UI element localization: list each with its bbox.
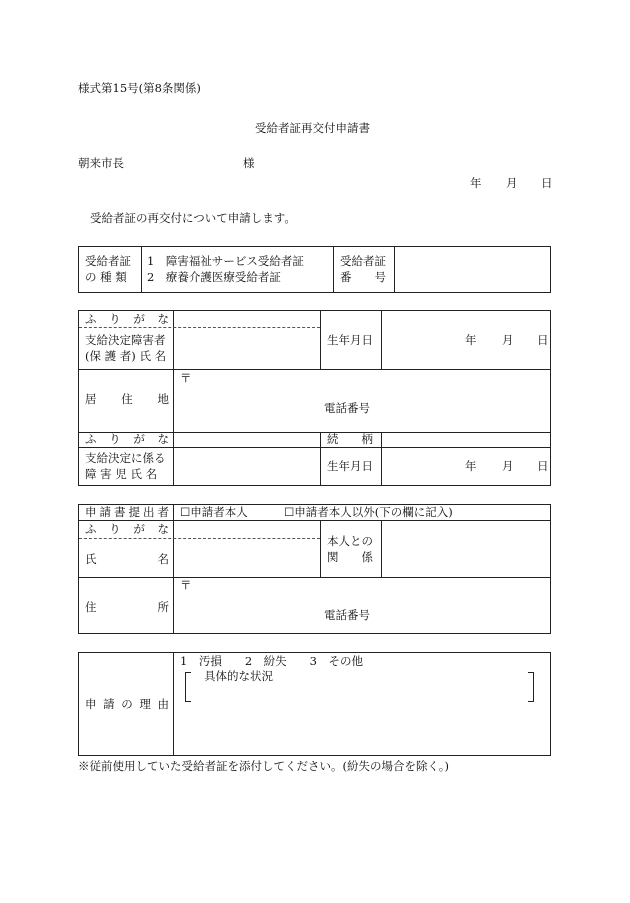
form-number: 様式第15号(第8条関係): [78, 81, 201, 95]
submitter-phone-label: 電話番号: [324, 608, 370, 622]
addressee: 朝来市長: [78, 156, 124, 170]
recipient-name-label-2: (保 護 者) 氏 名: [85, 349, 167, 363]
recipient-dob-year: 年: [465, 333, 477, 347]
certificate-number-label-2: 番 号: [340, 270, 386, 284]
footnote: ※従前使用していた受給者証を添付してください。(紛失の場合を除く。): [78, 759, 449, 773]
right-bracket-icon: [528, 672, 534, 702]
child-dob-label: 生年月日: [327, 459, 373, 473]
certificate-type-label-2: の 種 類: [85, 270, 127, 284]
reason-label: 申 請 の 理 由: [85, 697, 169, 711]
recipient-dob-day: 日: [537, 333, 549, 347]
submitter-address-label: 住 所: [85, 600, 169, 614]
recipient-furigana-label: ふ り が な: [85, 312, 169, 326]
submitter-option-other[interactable]: ☐申請者本人以外(下の欄に記入): [284, 505, 453, 519]
intro-text: 受給者証の再交付について申請します。: [90, 211, 296, 225]
date-day: 日: [541, 176, 553, 190]
submitter-name-label: 氏 名: [85, 552, 169, 566]
postal-mark: 〒: [180, 371, 192, 385]
submitter-relation-label-2: 関 係: [327, 550, 373, 564]
reason-options: 1 汚損 2 紛失 3 その他: [180, 654, 363, 668]
relation-label: 続 柄: [327, 432, 373, 446]
child-name-label: 支給決定に係る: [85, 451, 166, 465]
form-title: 受給者証再交付申請書: [255, 121, 370, 135]
certificate-table: [78, 246, 551, 293]
certificate-option-1: 1 障害福祉サービス受給者証: [147, 254, 304, 268]
submitter-option-self[interactable]: ☐申請者本人: [180, 505, 248, 519]
reason-table: [78, 652, 551, 756]
certificate-type-label: 受給者証: [85, 254, 131, 268]
recipient-name-label: 支給決定障害者: [85, 333, 166, 347]
submitter-table: [78, 504, 551, 634]
recipient-table: [78, 310, 551, 486]
child-dob-month: 月: [502, 459, 514, 473]
child-furigana-label: ふ り が な: [85, 432, 169, 446]
submitter-relation-label: 本人との: [327, 534, 373, 548]
certificate-number-label: 受給者証: [340, 254, 386, 268]
recipient-dob-month: 月: [502, 333, 514, 347]
honorific: 様: [243, 156, 255, 170]
date-month: 月: [506, 176, 518, 190]
recipient-dob-label: 生年月日: [327, 333, 373, 347]
submitter-furigana-label: ふ り が な: [85, 522, 169, 536]
left-bracket-icon: [185, 672, 191, 702]
child-dob-day: 日: [537, 459, 549, 473]
date-year: 年: [470, 176, 482, 190]
phone-label: 電話番号: [324, 401, 370, 415]
submitter-postal-mark: 〒: [180, 578, 192, 592]
address-label: 居 住 地: [85, 392, 169, 406]
child-dob-year: 年: [465, 459, 477, 473]
certificate-option-2: 2 療養介護医療受給者証: [147, 270, 281, 284]
child-name-label-2: 障 害 児 氏 名: [85, 467, 158, 481]
reason-detail-label: 具体的な状況: [204, 669, 273, 683]
submitter-label: 申 請 書 提 出 者: [85, 505, 169, 519]
